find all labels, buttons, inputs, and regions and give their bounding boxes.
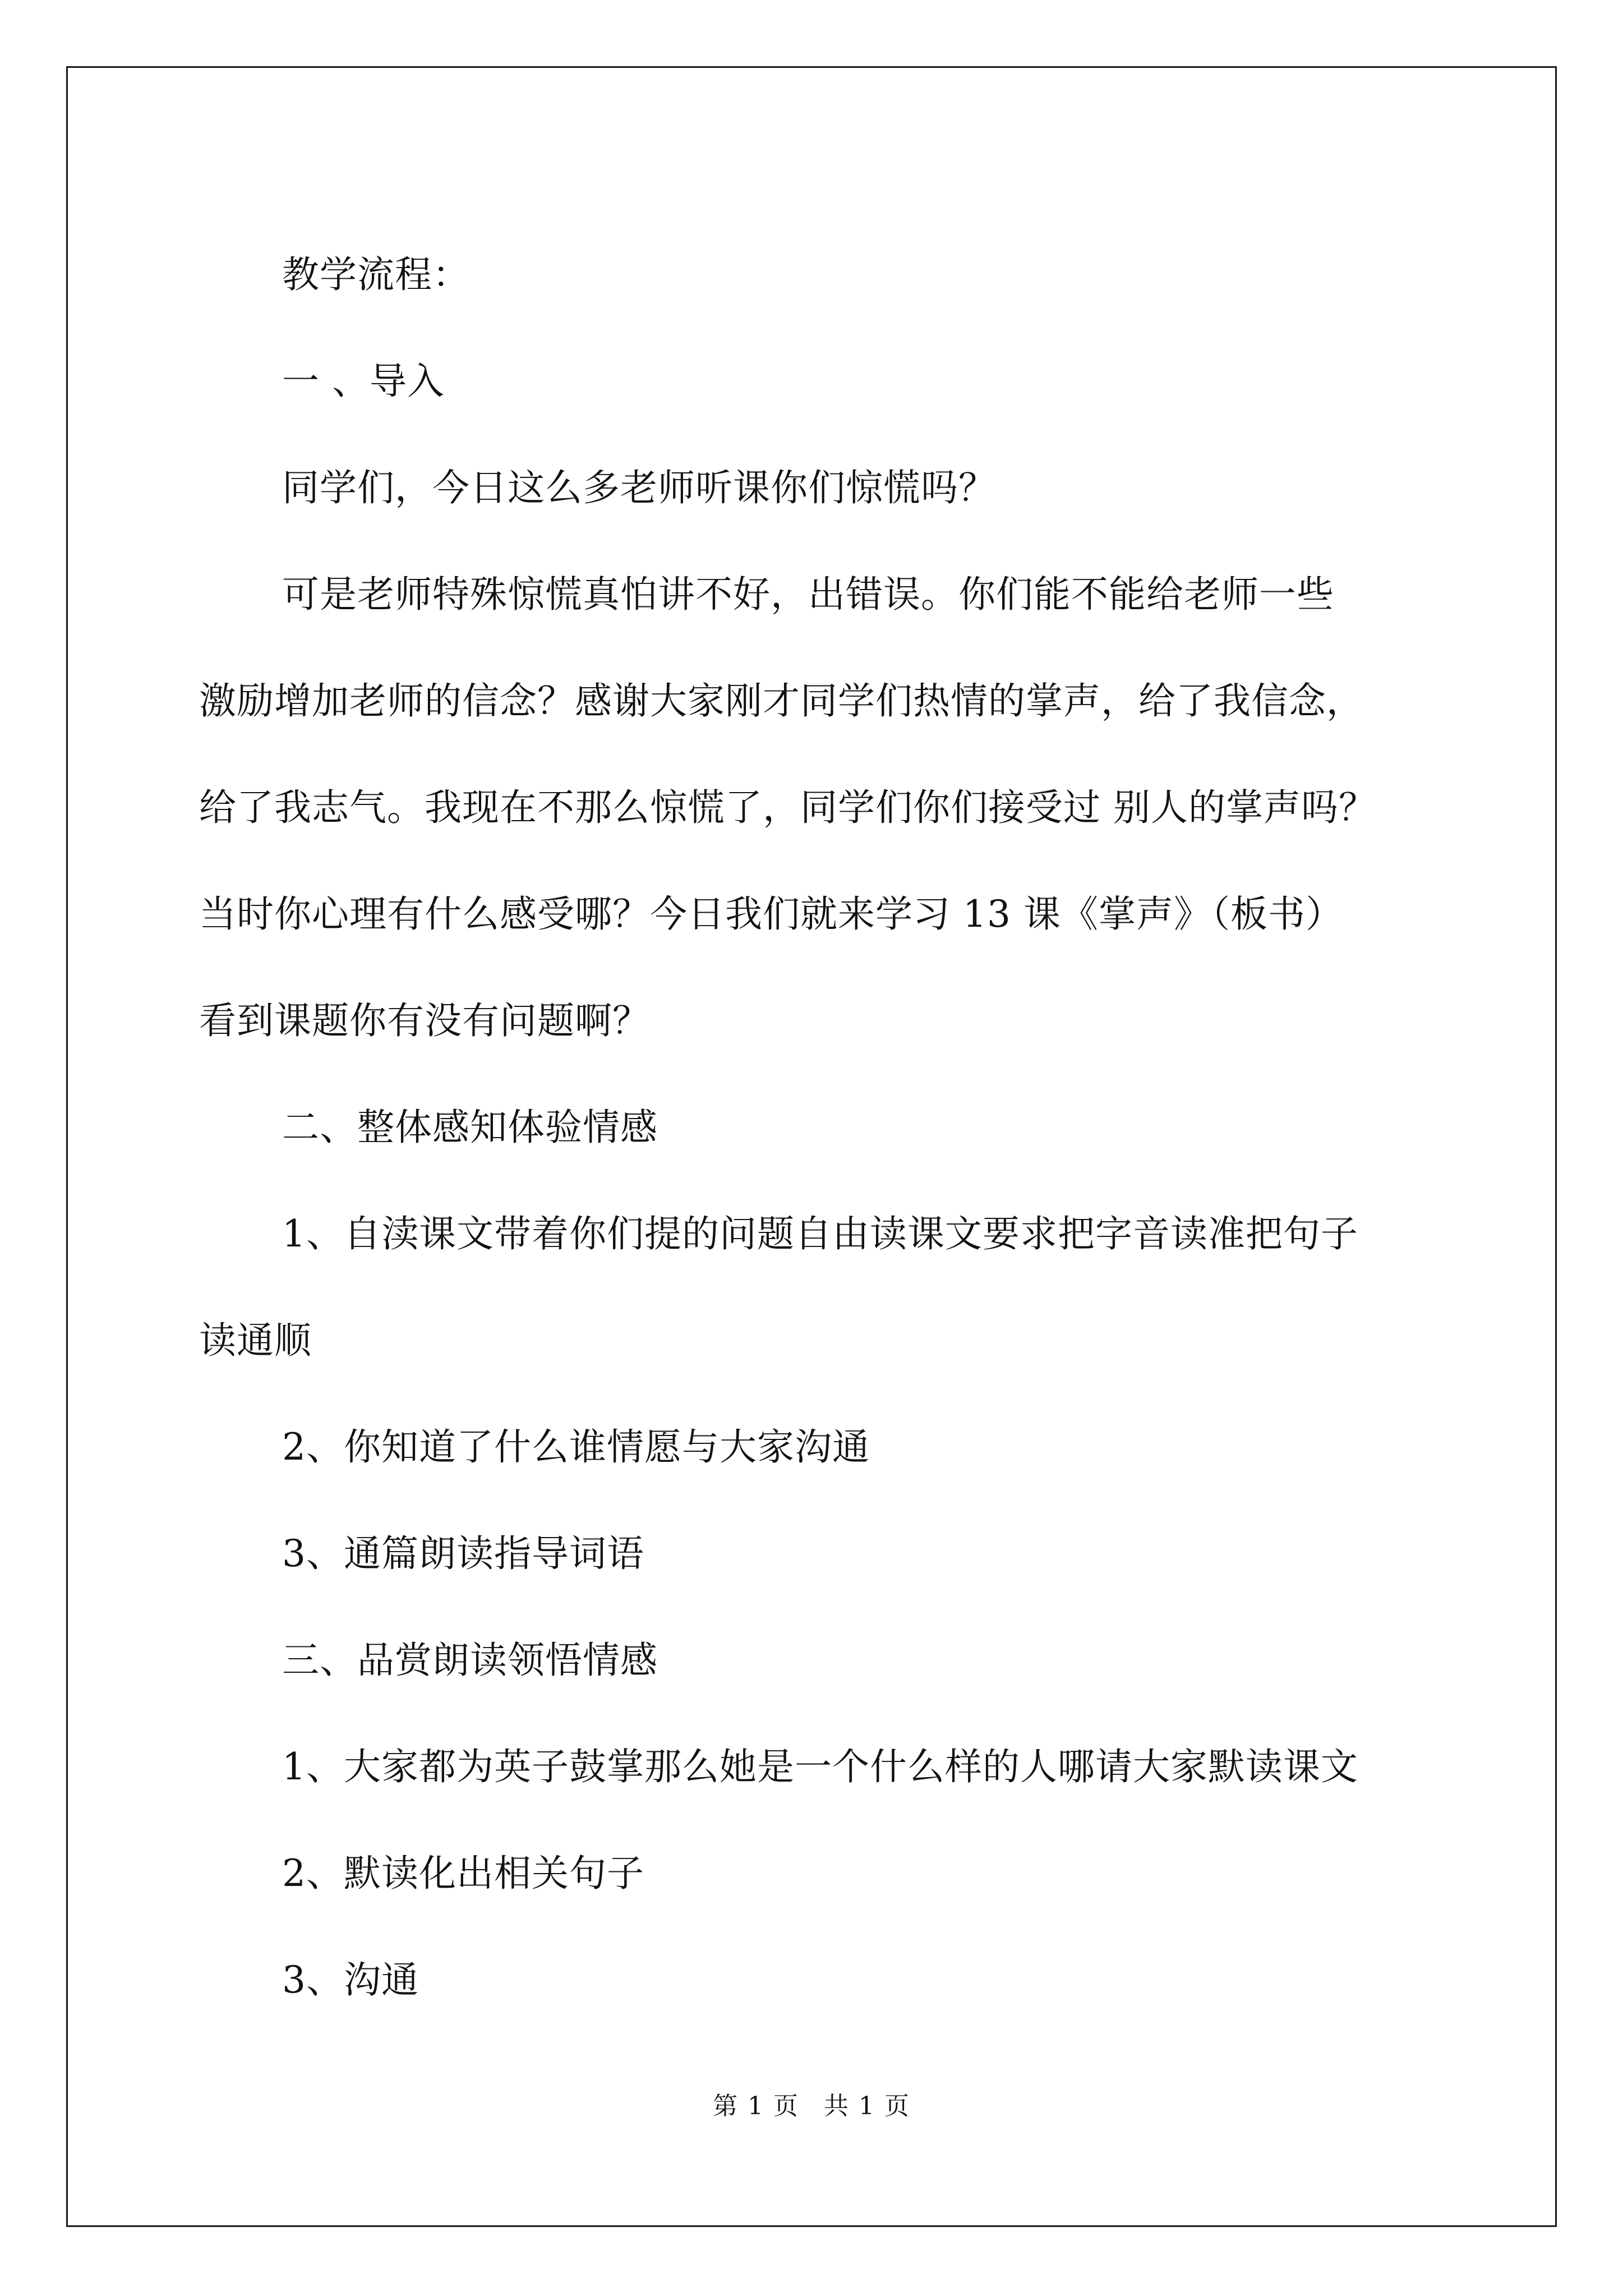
paragraph: 3、通篇朗读指导词语 [282,1532,644,1575]
paragraph: 1、自渎课文带着你们提的问题自由读课文要求把字音读准把句子 [282,1212,1358,1255]
paragraph: 2、默读化出相关句子 [282,1852,644,1895]
page-number-current: 第 1 页 [713,2092,799,2120]
page-footer [0,2090,1623,2123]
page-number-total: 共 1 页 [824,2092,910,2120]
paragraph: 读通顺 [199,1319,312,1362]
paragraph: 3、沟通 [282,1958,419,2001]
paragraph: 给了我志气。我现在不那么惊慌了，同学们你们接受过 别人的掌声吗？ [199,786,1376,829]
paragraph: 可是老师特殊惊慌真怕讲不好，出错误。你们能不能给老师一些 [282,573,1334,616]
paragraph: 看到课题你有没有问题啊？ [199,999,650,1042]
paragraph-section-appreciation: 三、品赏朗读领悟情感 [282,1639,658,1682]
paragraph-section-perception: 二、整体感知体验情感 [282,1106,658,1149]
paragraph: 2、你知道了什么谁情愿与大家沟通 [282,1425,870,1469]
paragraph-heading-flow: 教学流程： [282,253,470,296]
paragraph: 激励增加老师的信念？感谢大家刚才同学们热情的掌声，给了我信念， [199,679,1364,723]
paragraph: 1、大家都为英子鼓掌那么她是一个什么样的人哪请大家默读课文 [282,1745,1358,1788]
paragraph: 当时你心理有什么感受哪？今日我们就来学习 13 课《掌声》（板书） [199,892,1343,936]
paragraph-section-intro: 一 、导入 [282,360,445,403]
paragraph: 同学们，今日这么多老师听课你们惊慌吗？ [282,466,996,509]
document-body [199,222,1449,2033]
